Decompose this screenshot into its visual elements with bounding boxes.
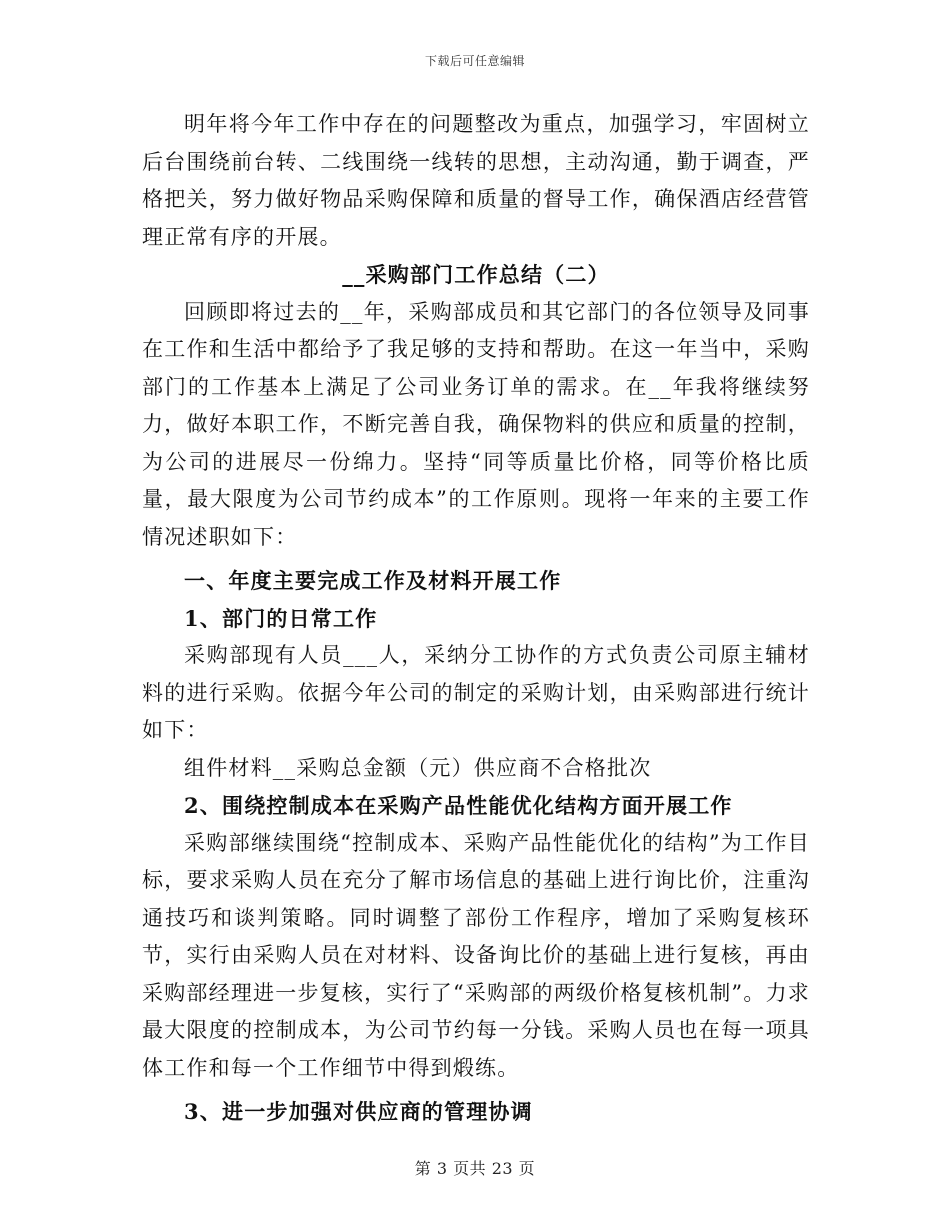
paragraph-review: 回顾即将过去的__年，采购部成员和其它部门的各位领导及同事在工作和生活中都给予了我足够的支持和帮助。在这一年当中，采购部门的工作基本上满足了公司业务订单的需求。在__年我将继续努力，做好本职工作，不断完善自我，确保物料的供应和质量的控制，为公司的进展尽一份绵力。坚持“同等质量比价格，同等价格比质量，最大限度为公司节约成本”的工作原则。现将一年来的主要工作情况述职如下： <box>142 299 810 549</box>
heading-annual-work: 一、年度主要完成工作及材料开展工作 <box>184 568 562 593</box>
section-title: __采购部门工作总结（二） <box>342 262 610 287</box>
heading-daily-work: 1、部门的日常工作 <box>184 605 378 631</box>
page-header: 下载后可任意编辑 <box>424 54 525 68</box>
paragraph-plan: 明年将今年工作中存在的问题整改为重点，加强学习，牢固树立后台围绕前台转、二线围绕一线转的思想，主动沟通，勤于调查，严格把关，努力做好物品采购保障和质量的督导工作，确保酒店经营管理正常有序的开展。 <box>142 112 810 249</box>
paragraph-table-line: 组件材料__采购总金额（元）供应商不合格批次 <box>184 755 652 780</box>
document-body <box>142 106 810 1131</box>
heading-cost-control: 2、围绕控制成本在采购产品性能优化结构方面开展工作 <box>184 793 733 818</box>
paragraph-cost-control: 采购部继续围绕“控制成本、采购产品性能优化的结构”为工作目标，要求采购人员在充分了解市场信息的基础上进行询比价，注重沟通技巧和谈判策略。同时调整了部份工作程序，增加了采购复核环节，实行由采购人员在对材料、设备询比价的基础上进行复核，再由采购部经理进一步复核，实行了“采购部的两级价格复核机制”。力求最大限度的控制成本，为公司节约每一分钱。采购人员也在每一项具体工作和每一个工作细节中得到煅练。 <box>142 830 810 1080</box>
page-footer: 第 3 页共 23 页 <box>414 1159 536 1178</box>
paragraph-staff: 采购部现有人员___人，采纳分工协作的方式负责公司原主辅材料的进行采购。依据今年公司的制定的采购计划，由采购部进行统计如下： <box>142 643 810 742</box>
heading-supplier: 3、进一步加强对供应商的管理协调 <box>184 1099 533 1124</box>
